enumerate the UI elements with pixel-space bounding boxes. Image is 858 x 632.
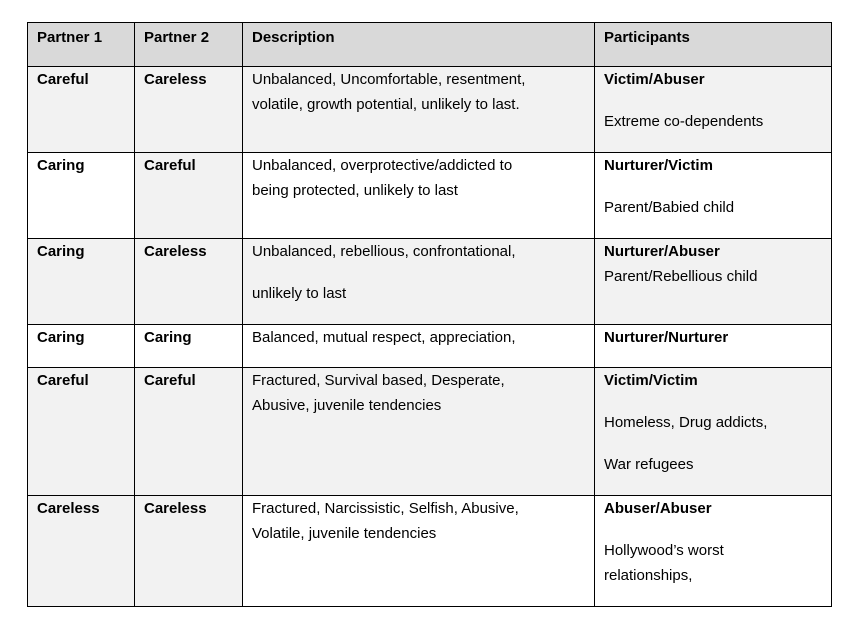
relationship-table	[27, 22, 832, 607]
header-partner-1: Partner 1	[28, 23, 135, 67]
partner-1-value: Caring	[37, 329, 85, 346]
participants-detail: War refugees	[604, 456, 694, 473]
participants-title: Victim/Abuser	[604, 71, 705, 88]
header-row	[28, 23, 832, 67]
table-row	[28, 325, 832, 368]
partner-1-cell	[28, 153, 135, 239]
partner-1-cell	[28, 325, 135, 368]
description-cell	[243, 239, 595, 325]
description-line: Fractured, Survival based, Desperate,	[252, 372, 505, 389]
participants-cell	[595, 496, 832, 607]
participants-cell	[595, 368, 832, 496]
table-row	[28, 67, 832, 153]
participants-cell	[595, 239, 832, 325]
participants-title: Abuser/Abuser	[604, 500, 712, 517]
header-description: Description	[243, 23, 595, 67]
partner-2-value: Careless	[144, 71, 207, 88]
description-cell	[243, 496, 595, 607]
description-line: being protected, unlikely to last	[252, 182, 458, 199]
description-line: Unbalanced, rebellious, confrontational,	[252, 243, 516, 260]
participants-cell	[595, 153, 832, 239]
partner-1-value: Caring	[37, 157, 85, 174]
description-line: Unbalanced, overprotective/addicted to	[252, 157, 513, 174]
participants-cell	[595, 325, 832, 368]
partner-1-value: Careful	[37, 372, 89, 389]
participants-cell	[595, 67, 832, 153]
header-participants: Participants	[595, 23, 832, 67]
description-cell	[243, 368, 595, 496]
description-line: unlikely to last	[252, 285, 347, 302]
partner-2-value: Careful	[144, 372, 196, 389]
description-line: Balanced, mutual respect, appreciation,	[252, 329, 516, 346]
description-line: volatile, growth potential, unlikely to last.	[252, 96, 520, 113]
participants-title: Victim/Victim	[604, 372, 698, 389]
partner-2-cell	[135, 153, 243, 239]
participants-title: Nurturer/Victim	[604, 157, 713, 174]
partner-2-value: Careless	[144, 500, 207, 517]
description-cell	[243, 67, 595, 153]
table-row	[28, 496, 832, 607]
partner-1-value: Careful	[37, 71, 89, 88]
partner-2-value: Careless	[144, 243, 207, 260]
partner-1-value: Caring	[37, 243, 85, 260]
partner-2-value: Careful	[144, 157, 196, 174]
description-line: Fractured, Narcissistic, Selfish, Abusive,	[252, 500, 519, 517]
partner-2-cell	[135, 67, 243, 153]
partner-2-cell	[135, 325, 243, 368]
partner-2-value: Caring	[144, 329, 192, 346]
table-row	[28, 153, 832, 239]
participants-detail: Parent/Babied child	[604, 199, 735, 216]
description-line: Volatile, juvenile tendencies	[252, 525, 437, 542]
description-cell	[243, 153, 595, 239]
participants-detail: Parent/Rebellious child	[604, 268, 758, 285]
partner-1-cell	[28, 67, 135, 153]
partner-1-cell	[28, 496, 135, 607]
header-partner-2: Partner 2	[135, 23, 243, 67]
participants-detail: Hollywood’s worst	[604, 542, 724, 559]
partner-2-cell	[135, 368, 243, 496]
participants-title: Nurturer/Nurturer	[604, 329, 729, 346]
participants-detail: relationships,	[604, 567, 693, 584]
partner-1-cell	[28, 239, 135, 325]
description-line: Abusive, juvenile tendencies	[252, 397, 442, 414]
participants-title: Nurturer/Abuser	[604, 243, 720, 260]
description-line: Unbalanced, Uncomfortable, resentment,	[252, 71, 526, 88]
partner-2-cell	[135, 239, 243, 325]
partner-2-cell	[135, 496, 243, 607]
partner-1-cell	[28, 368, 135, 496]
participants-detail: Extreme co-dependents	[604, 113, 764, 130]
description-cell	[243, 325, 595, 368]
partner-1-value: Careless	[37, 500, 100, 517]
participants-detail: Homeless, Drug addicts,	[604, 414, 768, 431]
table-row	[28, 368, 832, 496]
table-row	[28, 239, 832, 325]
